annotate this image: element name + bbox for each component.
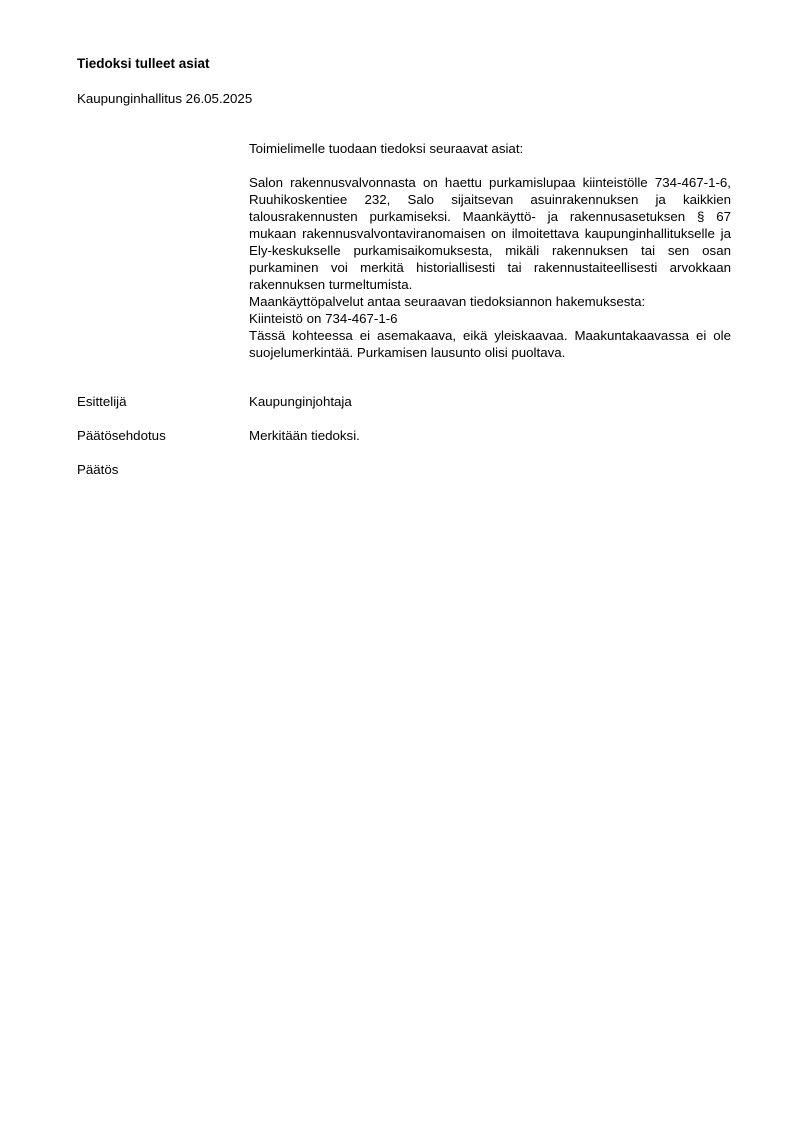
body-text <box>249 174 731 361</box>
body-paragraph-demolition: Salon rakennusvalvonnasta on haettu purkamislupaa kiinteistölle 734-467-1-6, Ruuhikoskentiee 232, Salo sijaitsevan asuinrakennuksen ja kaikkien talousrakennusten purkamiseksi. Maankäyttö- ja rakennusasetuksen § 67 mukaan rakennusvalvontaviranomaisen on ilmoitettava kaupunginhallitukselle ja Ely-keskukselle purkamisaikomuksesta, mikäli rakennuksen tai sen osan purkaminen voi merkitä historiallisesti tai rakennustaiteellisesti arvokkaan rakennuksen turmeltumista. <box>249 175 731 292</box>
row-label: Päätösehdotus <box>77 428 166 443</box>
row-value: Kaupunginjohtaja <box>249 394 352 409</box>
body-paragraph-property: Kiinteistö on 734-467-1-6 <box>249 311 398 326</box>
intro-text: Toimielimelle tuodaan tiedoksi seuraavat asiat: <box>249 141 524 156</box>
row-value: Merkitään tiedoksi. <box>249 428 360 443</box>
row-label: Päätös <box>77 462 119 477</box>
row-label: Esittelijä <box>77 394 127 409</box>
meeting-info: Kaupunginhallitus 26.05.2025 <box>77 91 253 106</box>
body-paragraph-statement: Tässä kohteessa ei asemakaava, eikä yleiskaavaa. Maakuntakaavassa ei ole suojelumerkintää. Purkamisen lausunto olisi puoltava. <box>249 328 731 360</box>
body-paragraph-notice: Maankäyttöpalvelut antaa seuraavan tiedoksiannon hakemuksesta: <box>249 294 646 309</box>
section-heading: Tiedoksi tulleet asiat <box>77 56 210 71</box>
